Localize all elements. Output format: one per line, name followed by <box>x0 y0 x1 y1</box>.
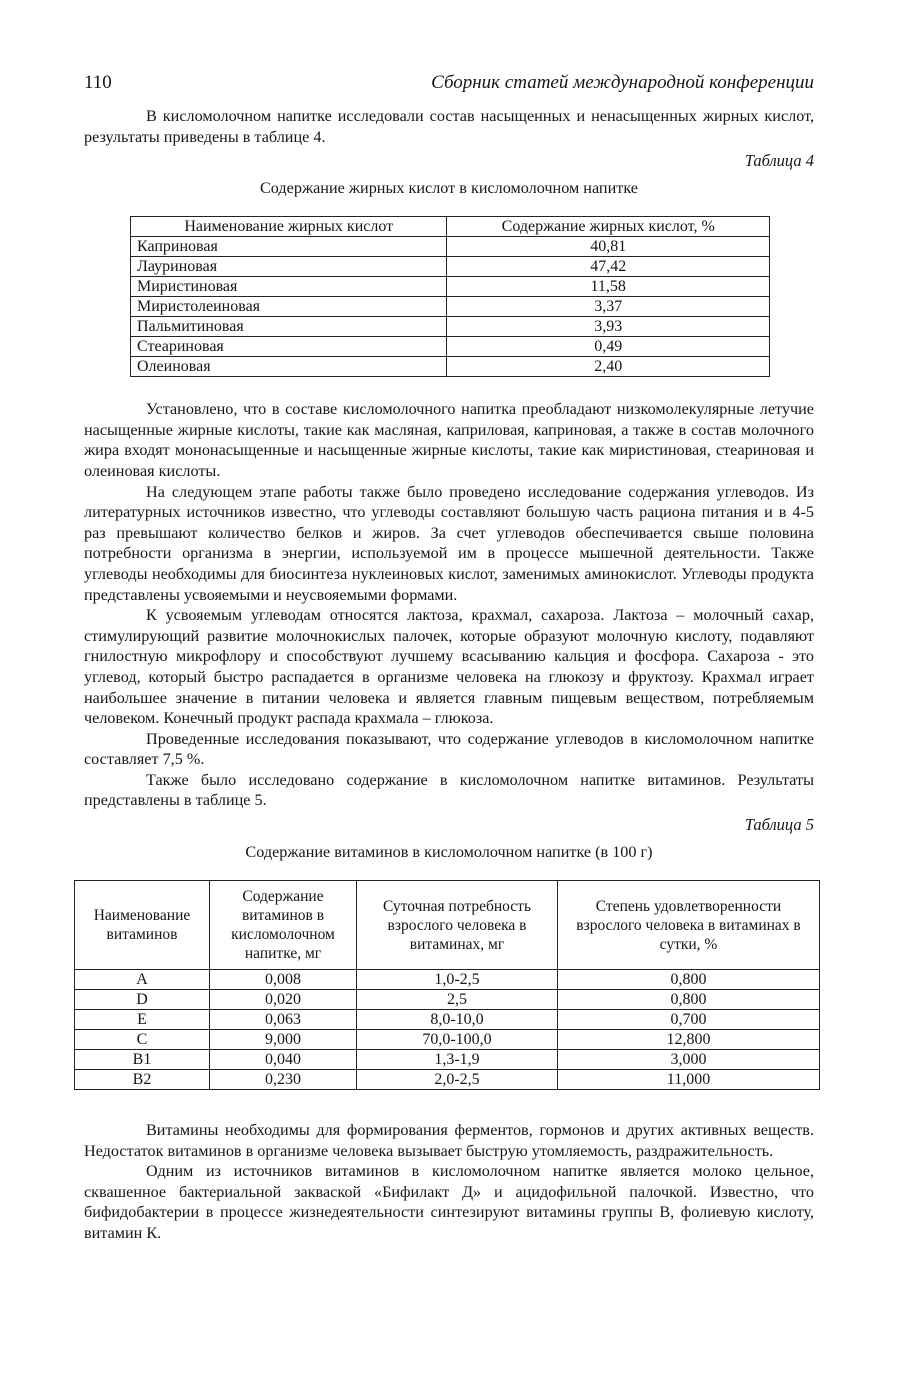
table-row <box>75 1030 820 1050</box>
table-cell: 11,000 <box>558 1070 820 1090</box>
table-cell: 47,42 <box>447 257 770 277</box>
table-cell: 70,0-100,0 <box>357 1030 558 1050</box>
table-row <box>131 357 770 377</box>
table5-caption: Содержание витаминов в кисломолочном напитке (в 100 г) <box>245 843 653 862</box>
body-paragraph: Также было исследовано содержание в кисломолочном напитке витаминов. Результаты представлены в таблице 5. <box>84 770 814 810</box>
table-cell: C <box>75 1030 210 1050</box>
table-cell: 3,93 <box>447 317 770 337</box>
table-row <box>131 297 770 317</box>
column-header: Суточная потребность взрослого человека в витаминах, мг <box>357 881 558 970</box>
table-cell: 2,0-2,5 <box>357 1070 558 1090</box>
table-cell: 8,0-10,0 <box>357 1010 558 1030</box>
table-cell: Миристиновая <box>131 277 447 297</box>
column-header: Наименование жирных кислот <box>131 217 447 237</box>
table-cell: 2,5 <box>357 990 558 1010</box>
column-header: Степень удовлетворенности взрослого человека в витаминах в сутки, % <box>558 881 820 970</box>
table-cell: 1,3-1,9 <box>357 1050 558 1070</box>
fatty-acids-table <box>130 216 770 377</box>
table-cell: B1 <box>75 1050 210 1070</box>
intro-paragraph: В кисломолочном напитке исследовали состав насыщенных и ненасыщенных жирных кислот, результаты приведены в таблице 4. <box>84 107 814 146</box>
table5-number: Таблица 5 <box>744 815 814 835</box>
table-cell: 40,81 <box>447 237 770 257</box>
table-row <box>75 990 820 1010</box>
vitamins-table <box>74 880 820 1090</box>
table-row <box>131 337 770 357</box>
table-cell: 1,0-2,5 <box>357 970 558 990</box>
table-cell: 0,800 <box>558 990 820 1010</box>
table-cell: E <box>75 1010 210 1030</box>
table-cell: Стеариновая <box>131 337 447 357</box>
table-row <box>131 257 770 277</box>
body-paragraph: Проведенные исследования показывают, что содержание углеводов в кисломолочном напитке составляет 7,5 %. <box>84 729 814 769</box>
table-cell: B2 <box>75 1070 210 1090</box>
page-header <box>84 72 814 106</box>
document-page <box>84 72 814 1244</box>
table-header-row <box>131 217 770 237</box>
body-paragraph: К усвояемым углеводам относятся лактоза, крахмал, сахароза. Лактоза – молочный сахар, стимулирующий развитие молочнокислых палочек, которые образуют молочную кислоту, подавляют гнилостную микрофлору и способствуют лучшему всасыванию кальция и фосфора. Сахароза - это углевод, который быстро распадается в организме человека на глюкозу и фруктозу. Крахмал играет наибольшее значение в питании человека и является главным пищевым веществом, потребляемым человеком. Конечный продукт распада крахмала – глюкоза. <box>84 606 814 728</box>
table4-caption: Содержание жирных кислот в кисломолочном напитке <box>260 179 638 198</box>
table-cell: 0,040 <box>210 1050 357 1070</box>
body-paragraph: Установлено, что в составе кисломолочного напитка преобладают низкомолекулярные летучие насыщенные жирные кислоты, такие как масляная, каприловая, каприновая, а также в состав молочного жира входят мононасыщенные и насыщенные жирные кислоты, такие как миристиновая, стеариновая и олеиновая кислоты. <box>84 400 814 480</box>
table-cell: 9,000 <box>210 1030 357 1050</box>
table4-number: Таблица 4 <box>744 151 814 171</box>
table-cell: 2,40 <box>447 357 770 377</box>
table-cell: Каприновая <box>131 237 447 257</box>
column-header: Содержание витаминов в кисломолочном напитке, мг <box>210 881 357 970</box>
table-cell: Миристолеиновая <box>131 297 447 317</box>
table-cell: 0,063 <box>210 1010 357 1030</box>
page-number: 110 <box>84 72 112 93</box>
column-header: Наименование витаминов <box>75 881 210 970</box>
body-paragraph: Витамины необходимы для формирования ферментов, гормонов и других активных веществ. Недостаток витаминов в организме человека вызывает быструю утомляемость, раздражительность. <box>84 1121 814 1160</box>
table-cell: 0,230 <box>210 1070 357 1090</box>
table-cell: Лауриновая <box>131 257 447 277</box>
table-cell: 0,008 <box>210 970 357 990</box>
table-cell: D <box>75 990 210 1010</box>
table-row <box>75 1070 820 1090</box>
table-cell: 0,800 <box>558 970 820 990</box>
body-paragraph: Одним из источников витаминов в кисломолочном напитке является молоко цельное, сквашенное бактериальной закваской «Бифилакт Д» и ацидофильной палочкой. Известно, что бифидобактерии в процессе жизнедеятельности синтезируют витамины группы В, фолиевую кислоту, витамин К. <box>84 1162 814 1243</box>
table-header-row <box>75 881 820 970</box>
table-row <box>131 317 770 337</box>
table-cell: 12,800 <box>558 1030 820 1050</box>
table-row <box>131 237 770 257</box>
running-title: Сборник статей международной конференции <box>431 72 814 93</box>
table-cell: 0,700 <box>558 1010 820 1030</box>
table-cell: A <box>75 970 210 990</box>
table-cell: Олеиновая <box>131 357 447 377</box>
table-row <box>75 1050 820 1070</box>
table-row <box>75 970 820 990</box>
table-cell: Пальмитиновая <box>131 317 447 337</box>
table-row <box>75 1010 820 1030</box>
table-cell: 11,58 <box>447 277 770 297</box>
table-cell: 3,37 <box>447 297 770 317</box>
body-paragraph: На следующем этапе работы также было проведено исследование содержания углеводов. Из литературных источников известно, что углеводы составляют большую часть рациона питания и в 4-5 раз превышают количество белков и жиров. За счет углеводов обеспечивается свыше половина потребности организма в энергии, используемой им в процессе мышечной деятельности. Также углеводы необходимы для биосинтеза нуклеиновых кислот, заменимых аминокислот. Углеводы продукта представлены усвояемыми и неусвояемыми формами. <box>84 482 814 604</box>
table-cell: 3,000 <box>558 1050 820 1070</box>
column-header: Содержание жирных кислот, % <box>447 217 770 237</box>
table-row <box>131 277 770 297</box>
table-cell: 0,49 <box>447 337 770 357</box>
table-cell: 0,020 <box>210 990 357 1010</box>
